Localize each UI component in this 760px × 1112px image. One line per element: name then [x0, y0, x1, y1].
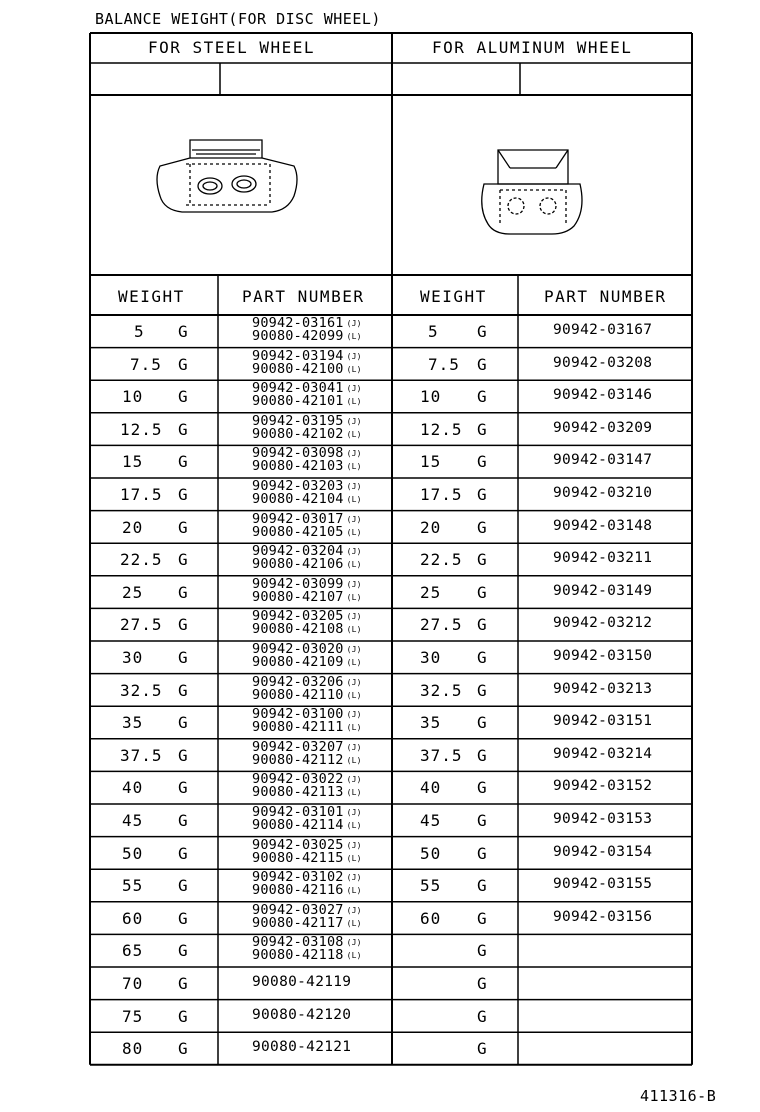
- steel-part-number-j: 90942-03020: [252, 641, 344, 657]
- steel-part-number-l: 90080-42110: [252, 686, 344, 703]
- steel-weight-unit: G: [178, 419, 188, 439]
- aluminum-part-number: 90942-03148: [553, 517, 653, 534]
- steel-part-number-pair: [252, 510, 362, 540]
- steel-part-suffix-j: (J): [346, 808, 362, 817]
- aluminum-weight-value: 37.5: [420, 745, 463, 765]
- aluminum-part-number: 90942-03150: [553, 648, 653, 664]
- steel-part-number-pair: [252, 610, 362, 636]
- steel-weight-value: 45: [122, 811, 144, 830]
- steel-part-number-j: 90942-03025: [252, 836, 344, 853]
- steel-part-suffix-j: (J): [346, 449, 362, 459]
- steel-part-suffix-l: (L): [346, 723, 362, 733]
- steel-part-number-l: 90080-42101: [252, 393, 344, 410]
- steel-part-number-l: 90080-42113: [252, 784, 344, 801]
- steel-part-suffix-j: (J): [346, 905, 362, 915]
- page-title: BALANCE WEIGHT(FOR DISC WHEEL): [95, 10, 381, 28]
- steel-part-number-l: 90080-42102: [252, 425, 344, 442]
- steel-wheel-header: FOR STEEL WHEEL: [148, 38, 315, 57]
- steel-part-suffix-j: (J): [346, 416, 362, 426]
- steel-weight-unit: G: [178, 843, 188, 863]
- aluminum-weight-unit: G: [477, 419, 487, 439]
- steel-part-suffix-j: (J): [346, 938, 362, 948]
- steel-part-number-j: 90942-03100: [252, 706, 344, 723]
- steel-weight-unit: G: [178, 1006, 188, 1026]
- steel-part-number-column-header: PART NUMBER: [242, 287, 365, 306]
- steel-part-number-pair: [252, 447, 362, 473]
- steel-part-number-pair: [252, 575, 362, 605]
- aluminum-part-number: 90942-03151: [553, 713, 653, 730]
- steel-part-number: 90080-42119: [252, 974, 352, 990]
- steel-part-number: 90080-42120: [252, 1006, 352, 1023]
- steel-weight-unit: G: [178, 1039, 188, 1059]
- steel-part-number-l: 90080-42100: [252, 360, 344, 377]
- steel-part-number-j: 90942-03205: [252, 608, 344, 625]
- steel-part-suffix-l: (L): [346, 429, 362, 439]
- steel-part-number-pair: [252, 317, 362, 343]
- steel-weight-column-header: WEIGHT: [118, 287, 185, 306]
- steel-part-number-l: 90080-42112: [252, 751, 344, 768]
- aluminum-weight-unit: G: [477, 680, 487, 700]
- steel-part-number-pair: [252, 936, 362, 962]
- steel-part-number-j: 90942-03101: [252, 804, 344, 820]
- aluminum-weight-value: 20: [420, 517, 442, 537]
- steel-weight-value: 50: [122, 843, 144, 863]
- steel-weight-unit: G: [178, 941, 188, 961]
- steel-part-number-l: 90080-42115: [252, 849, 344, 866]
- steel-part-suffix-j: (J): [346, 579, 362, 589]
- figure-number: 411316-B: [640, 1087, 717, 1105]
- steel-part-number-j: 90942-03022: [252, 771, 344, 788]
- steel-part-number-pair: [252, 806, 362, 832]
- aluminum-weight-value: 12.5: [420, 419, 463, 439]
- aluminum-part-number: 90942-03154: [553, 843, 653, 860]
- steel-part-number-pair: [252, 480, 362, 506]
- steel-weight-unit: G: [178, 485, 188, 504]
- steel-part-suffix-l: (L): [346, 462, 362, 472]
- steel-part-number-l: 90080-42114: [252, 817, 344, 833]
- steel-part-suffix-l: (L): [346, 951, 362, 961]
- steel-weight-value: 75: [122, 1006, 144, 1026]
- steel-part-number-j: 90942-03041: [252, 380, 344, 397]
- steel-weight-value: 80: [122, 1039, 144, 1059]
- aluminum-weight-unit: G: [477, 1006, 487, 1026]
- steel-weight-value: 7.5: [130, 354, 162, 374]
- steel-part-suffix-j: (J): [346, 547, 362, 557]
- aluminum-weight-value: 5: [428, 322, 439, 341]
- aluminum-weight-value: 45: [420, 811, 442, 830]
- steel-weight-unit: G: [178, 387, 188, 407]
- steel-part-suffix-j: (J): [346, 775, 362, 785]
- steel-part-suffix-l: (L): [346, 690, 362, 700]
- steel-part-number-pair: [252, 901, 362, 931]
- aluminum-weight-unit: G: [477, 745, 487, 765]
- aluminum-weight-unit: G: [477, 941, 487, 961]
- steel-part-number-j: 90942-03102: [252, 869, 344, 886]
- steel-part-suffix-l: (L): [346, 527, 362, 537]
- steel-part-suffix-j: (J): [346, 319, 362, 328]
- steel-part-suffix-j: (J): [346, 482, 362, 491]
- steel-part-suffix-l: (L): [346, 755, 362, 765]
- steel-weight-value: 22.5: [120, 550, 163, 570]
- steel-part-suffix-l: (L): [346, 625, 362, 635]
- steel-part-suffix-j: (J): [346, 873, 362, 883]
- aluminum-weight-value: 17.5: [420, 485, 463, 504]
- aluminum-weight-unit: G: [477, 582, 487, 602]
- aluminum-weight-illustration: [482, 150, 582, 234]
- steel-weight-value: 55: [122, 876, 144, 896]
- steel-part-number: 90080-42121: [252, 1039, 352, 1056]
- steel-weight-unit: G: [178, 680, 188, 700]
- steel-part-number-pair: [252, 773, 362, 799]
- steel-part-number-pair: [252, 412, 362, 442]
- steel-part-suffix-l: (L): [346, 364, 362, 374]
- steel-weight-value: 27.5: [120, 615, 163, 635]
- steel-part-number-j: 90942-03204: [252, 543, 344, 560]
- aluminum-weight-value: 55: [420, 876, 442, 896]
- aluminum-weight-unit: G: [477, 876, 487, 896]
- steel-part-number-l: 90080-42108: [252, 621, 344, 638]
- steel-part-number-l: 90080-42117: [252, 914, 344, 931]
- aluminum-weight-unit: G: [477, 811, 487, 830]
- aluminum-part-number: 90942-03153: [553, 811, 653, 827]
- steel-part-number-l: 90080-42111: [252, 719, 344, 736]
- steel-part-suffix-l: (L): [346, 788, 362, 798]
- steel-part-number-pair: [252, 836, 362, 866]
- steel-weight-value: 40: [122, 778, 144, 798]
- steel-part-suffix-j: (J): [346, 612, 362, 622]
- aluminum-wheel-header: FOR ALUMINUM WHEEL: [432, 38, 633, 57]
- aluminum-weight-value: 40: [420, 778, 442, 798]
- steel-part-suffix-j: (J): [346, 677, 362, 687]
- aluminum-weight-value: 27.5: [420, 615, 463, 635]
- steel-part-number-j: 90942-03195: [252, 412, 344, 429]
- steel-weight-unit: G: [178, 615, 188, 635]
- aluminum-weight-unit: G: [477, 974, 487, 993]
- steel-part-number-l: 90080-42099: [252, 328, 344, 344]
- steel-part-suffix-l: (L): [346, 886, 362, 896]
- steel-weight-value: 65: [122, 941, 144, 961]
- steel-weight-unit: G: [178, 452, 188, 472]
- aluminum-part-number: 90942-03147: [553, 452, 653, 469]
- aluminum-weight-value: 32.5: [420, 680, 463, 700]
- aluminum-weight-value: 22.5: [420, 550, 463, 570]
- steel-part-number-j: 90942-03206: [252, 673, 344, 690]
- steel-weight-unit: G: [178, 550, 188, 570]
- aluminum-part-number: 90942-03213: [553, 680, 653, 697]
- steel-part-suffix-l: (L): [346, 592, 362, 602]
- steel-part-suffix-j: (J): [346, 645, 362, 654]
- aluminum-part-number: 90942-03152: [553, 778, 653, 795]
- steel-part-number-j: 90942-03207: [252, 738, 344, 755]
- steel-part-suffix-l: (L): [346, 853, 362, 863]
- aluminum-weight-unit: G: [477, 908, 487, 928]
- aluminum-part-number: 90942-03146: [553, 387, 653, 404]
- steel-part-number-l: 90080-42107: [252, 588, 344, 605]
- aluminum-weight-unit: G: [477, 1039, 487, 1059]
- aluminum-weight-unit: G: [477, 778, 487, 798]
- steel-part-number-j: 90942-03027: [252, 901, 344, 918]
- steel-part-number-l: 90080-42106: [252, 556, 344, 573]
- steel-part-suffix-j: (J): [346, 710, 362, 720]
- steel-weight-unit: G: [178, 908, 188, 928]
- aluminum-weight-unit: G: [477, 322, 487, 341]
- steel-part-number-pair: [252, 673, 362, 703]
- aluminum-weight-value: 25: [420, 582, 442, 602]
- aluminum-weight-unit: G: [477, 354, 487, 374]
- aluminum-weight-unit: G: [477, 452, 487, 472]
- steel-weight-unit: G: [178, 517, 188, 537]
- aluminum-weight-value: 35: [420, 713, 442, 733]
- steel-part-number-pair: [252, 708, 362, 734]
- aluminum-part-number: 90942-03208: [553, 354, 653, 371]
- steel-weight-value: 60: [122, 908, 144, 928]
- steel-part-suffix-j: (J): [346, 351, 362, 361]
- aluminum-weight-value: 30: [420, 648, 442, 667]
- aluminum-part-number: 90942-03212: [553, 615, 653, 632]
- aluminum-weight-unit: G: [477, 843, 487, 863]
- aluminum-part-number: 90942-03214: [553, 745, 653, 762]
- steel-part-suffix-l: (L): [346, 560, 362, 570]
- steel-part-number-l: 90080-42118: [252, 947, 344, 964]
- steel-part-number-pair: [252, 738, 362, 768]
- aluminum-weight-unit: G: [477, 485, 487, 504]
- steel-weight-value: 25: [122, 582, 144, 602]
- aluminum-weight-unit: G: [477, 550, 487, 570]
- steel-part-number-pair: [252, 382, 362, 408]
- steel-weight-unit: G: [178, 811, 188, 830]
- steel-part-suffix-l: (L): [346, 918, 362, 928]
- steel-weight-unit: G: [178, 713, 188, 733]
- steel-weight-unit: G: [178, 974, 188, 993]
- aluminum-weight-unit: G: [477, 713, 487, 733]
- steel-weight-unit: G: [178, 354, 188, 374]
- aluminum-part-number: 90942-03211: [553, 550, 653, 567]
- steel-weight-value: 37.5: [120, 745, 163, 765]
- steel-part-number-j: 90942-03017: [252, 510, 344, 527]
- steel-part-suffix-l: (L): [346, 821, 362, 830]
- steel-part-number-j: 90942-03108: [252, 934, 344, 951]
- steel-part-number-l: 90080-42109: [252, 654, 344, 670]
- steel-part-number-l: 90080-42105: [252, 523, 344, 540]
- aluminum-weight-value: 50: [420, 843, 442, 863]
- steel-part-number-l: 90080-42116: [252, 882, 344, 899]
- steel-weight-illustration: [157, 140, 297, 212]
- aluminum-weight-value: 15: [420, 452, 442, 472]
- steel-part-number-pair: [252, 871, 362, 897]
- aluminum-weight-value: 7.5: [428, 354, 460, 374]
- steel-weight-unit: G: [178, 745, 188, 765]
- steel-part-suffix-j: (J): [346, 742, 362, 752]
- steel-weight-value: 70: [122, 974, 144, 993]
- steel-part-number-l: 90080-42103: [252, 458, 344, 475]
- aluminum-part-number: 90942-03149: [553, 582, 653, 599]
- steel-weight-unit: G: [178, 778, 188, 798]
- aluminum-weight-unit: G: [477, 615, 487, 635]
- steel-part-number-pair: [252, 545, 362, 571]
- steel-part-number-j: 90942-03194: [252, 347, 344, 364]
- aluminum-part-number-column-header: PART NUMBER: [544, 287, 667, 306]
- aluminum-part-number: 90942-03210: [553, 485, 653, 501]
- steel-part-suffix-l: (L): [346, 397, 362, 407]
- steel-part-number-j: 90942-03099: [252, 575, 344, 592]
- steel-part-number-j: 90942-03098: [252, 445, 344, 462]
- steel-weight-value: 15: [122, 452, 144, 472]
- steel-part-suffix-j: (J): [346, 514, 362, 524]
- aluminum-part-number: 90942-03209: [553, 419, 653, 436]
- steel-part-number-l: 90080-42104: [252, 491, 344, 507]
- steel-weight-unit: G: [178, 648, 188, 667]
- steel-weight-unit: G: [178, 322, 188, 341]
- steel-part-suffix-l: (L): [346, 332, 362, 341]
- aluminum-weight-value: 10: [420, 387, 442, 407]
- steel-part-number-pair: [252, 347, 362, 377]
- steel-part-suffix-l: (L): [346, 658, 362, 667]
- steel-part-suffix-j: (J): [346, 840, 362, 850]
- steel-weight-value: 10: [122, 387, 144, 407]
- aluminum-part-number: 90942-03167: [553, 322, 653, 338]
- steel-weight-value: 17.5: [120, 485, 163, 504]
- steel-part-number-pair: [252, 643, 362, 669]
- aluminum-weight-unit: G: [477, 517, 487, 537]
- aluminum-weight-unit: G: [477, 387, 487, 407]
- steel-part-number-j: 90942-03203: [252, 478, 344, 494]
- steel-weight-value: 30: [122, 648, 144, 667]
- aluminum-part-number: 90942-03155: [553, 876, 653, 893]
- steel-part-suffix-j: (J): [346, 384, 362, 394]
- aluminum-weight-value: 60: [420, 908, 442, 928]
- steel-weight-value: 5: [134, 322, 145, 341]
- steel-part-number-j: 90942-03161: [252, 315, 344, 331]
- steel-weight-value: 35: [122, 713, 144, 733]
- aluminum-weight-unit: G: [477, 648, 487, 667]
- steel-weight-value: 12.5: [120, 419, 163, 439]
- aluminum-weight-column-header: WEIGHT: [420, 287, 487, 306]
- steel-weight-unit: G: [178, 876, 188, 896]
- steel-weight-value: 20: [122, 517, 144, 537]
- steel-part-suffix-l: (L): [346, 495, 362, 504]
- steel-weight-unit: G: [178, 582, 188, 602]
- steel-weight-value: 32.5: [120, 680, 163, 700]
- aluminum-part-number: 90942-03156: [553, 908, 653, 925]
